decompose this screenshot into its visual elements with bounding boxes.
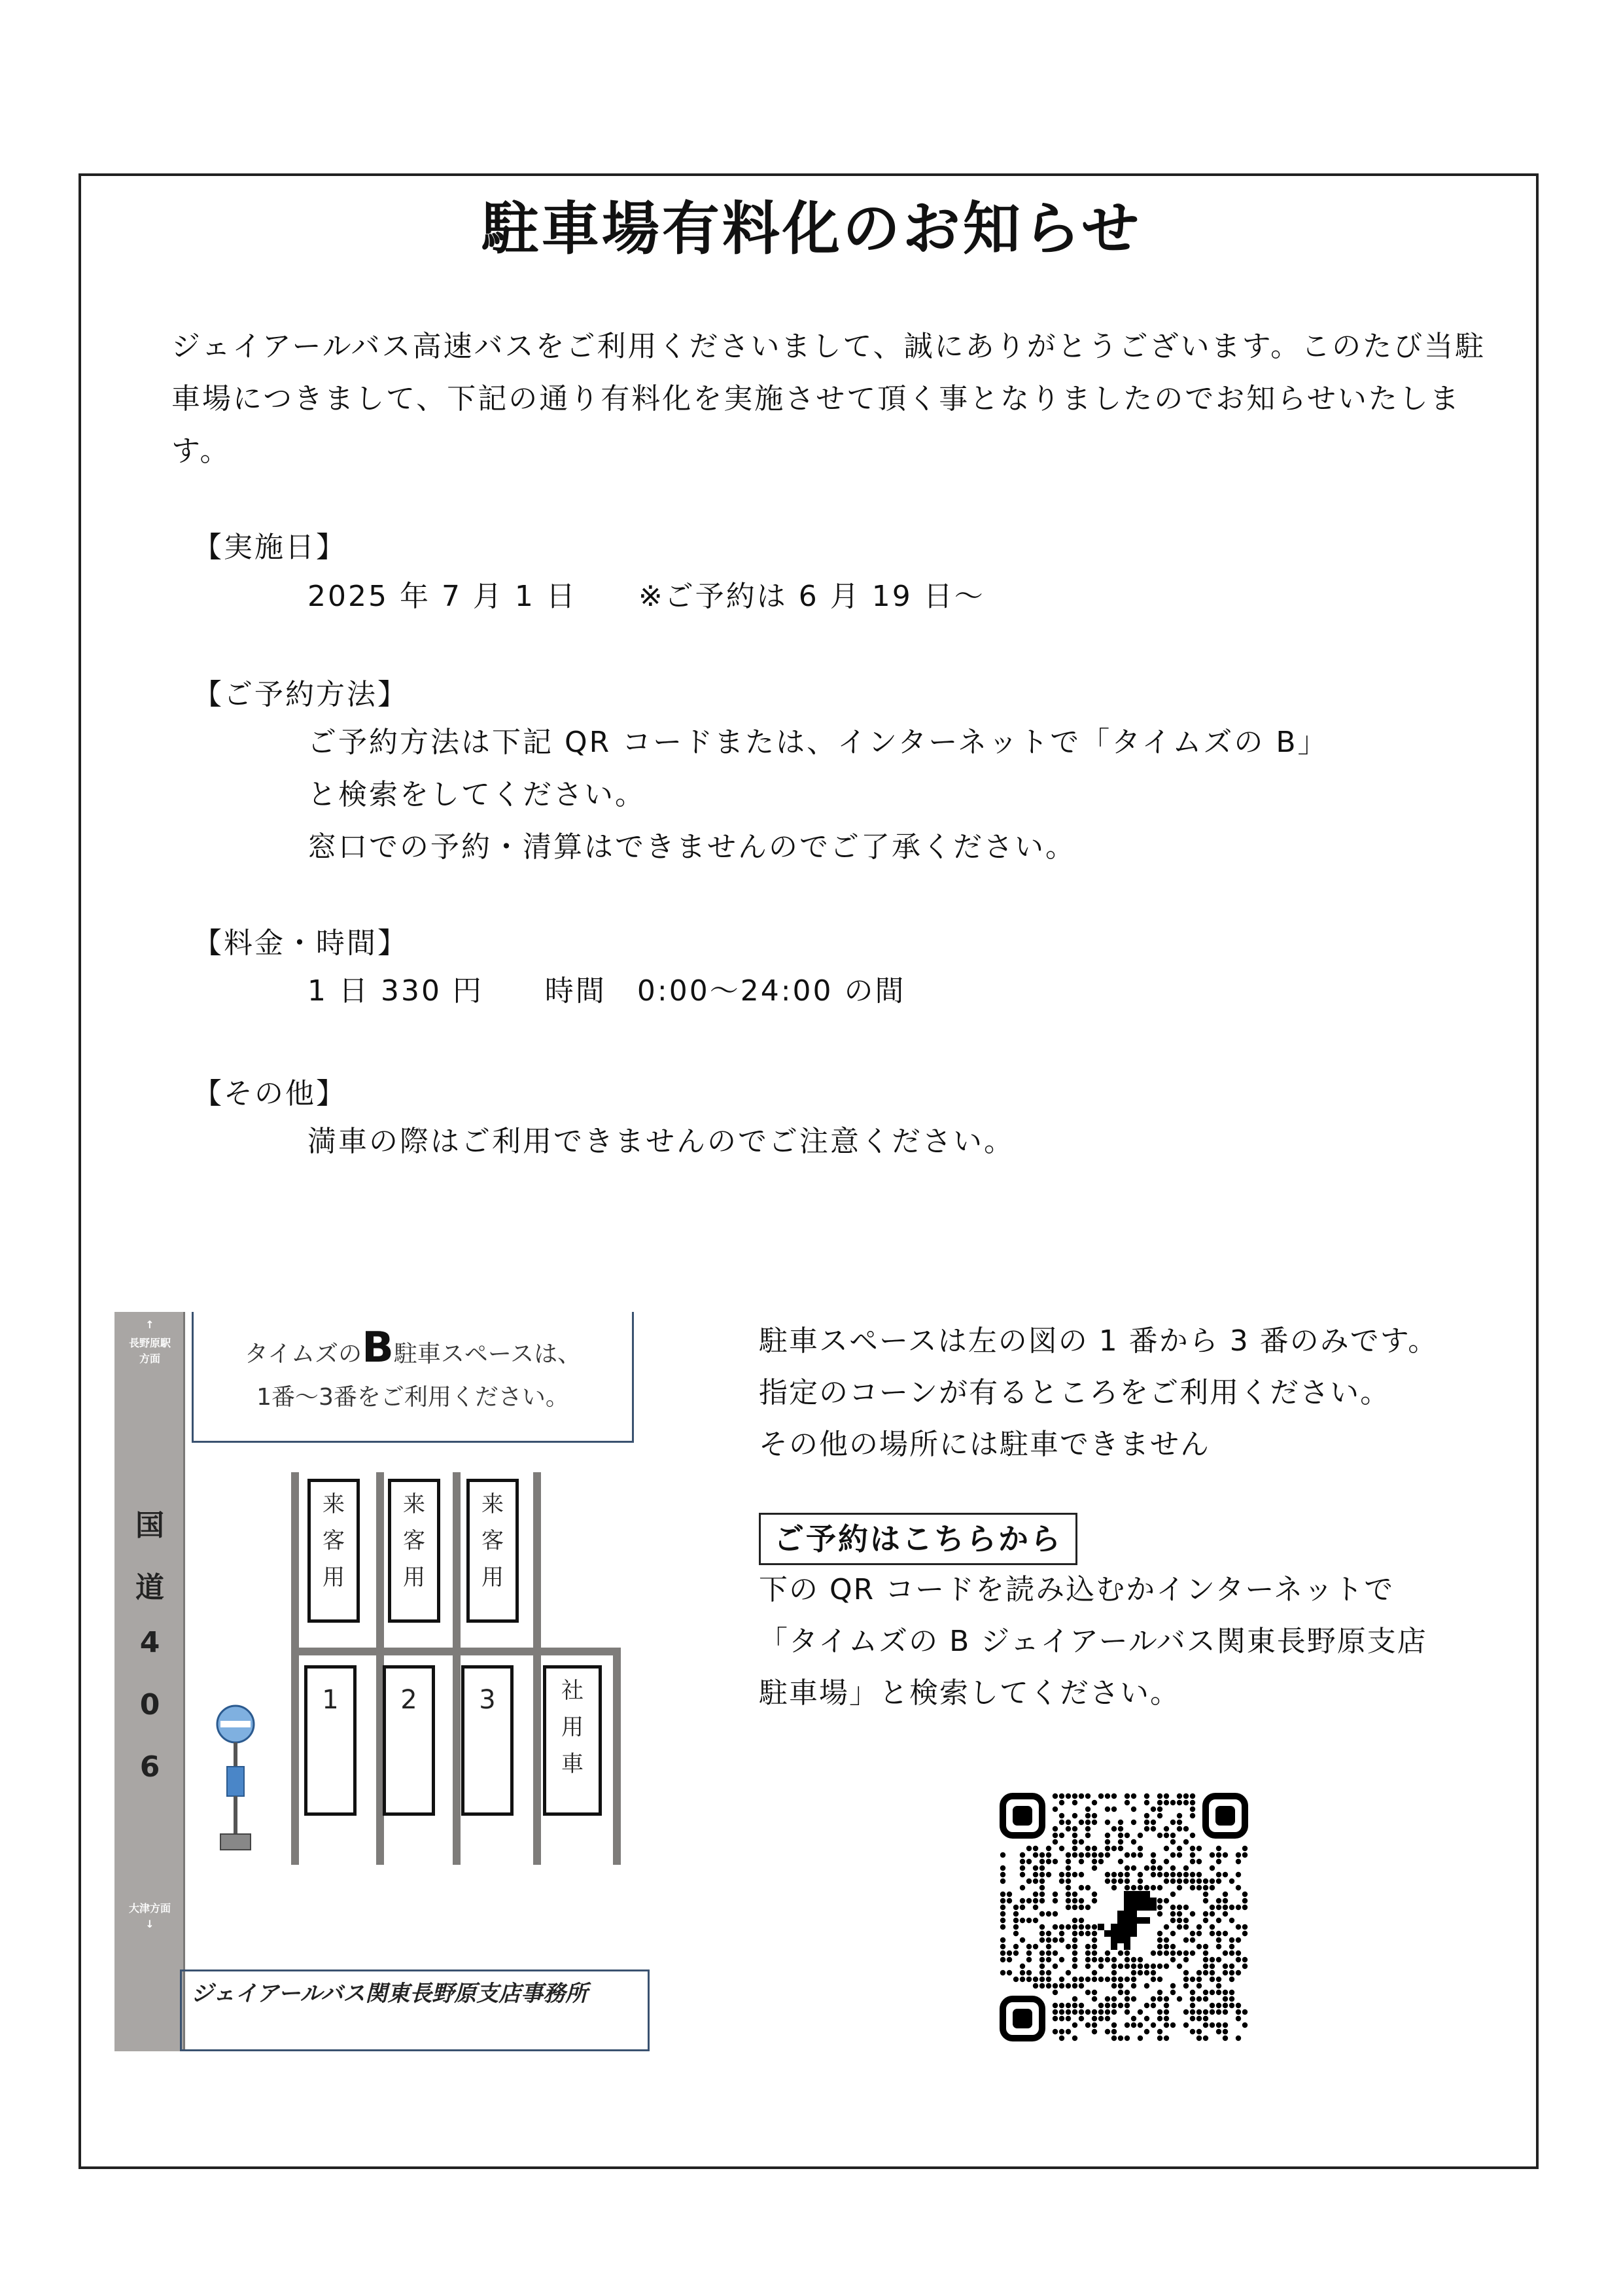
office-label: ジェイアールバス関東長野原支店事務所: [180, 1969, 650, 2051]
fee-heading: 【料金・時間】: [193, 927, 408, 960]
parking-description: 駐車スペースは左の図の 1 番から 3 番のみです。 指定のコーンが有るところをご利用ください。 その他の場所には駐車できません: [759, 1324, 1439, 1461]
method-heading: 【ご予約方法】: [193, 678, 408, 711]
parking-map: [114, 1312, 651, 2051]
date-heading: 【実施日】: [193, 531, 347, 564]
note-line1-suffix: 駐車スペースは、: [393, 1341, 582, 1368]
note-line2: 1番〜3番をご利用ください。: [256, 1384, 569, 1411]
times-b-logo: B: [362, 1324, 394, 1372]
road-top-label: 長野原駅 方面: [128, 1337, 171, 1365]
date-body: 2025 年 7 月 1 日 ※ご予約は 6 月 19 日〜: [307, 580, 985, 613]
road-name-char: 国: [135, 1509, 164, 1542]
parking-spot-1: 1: [304, 1665, 357, 1816]
down-arrow-icon: ↓: [145, 1918, 154, 1930]
page-title: 駐車場有料化のお知らせ: [481, 195, 1142, 262]
bus-stop-icon: [213, 1704, 258, 1855]
method-body: ご予約方法は下記 QR コードまたは、インターネットで「タイムズの B」 と検索をしてください。 窓口での予約・清算はできませんのでご了承ください。: [307, 726, 1329, 864]
intro-paragraph: ジェイアールバス高速バスをご利用くださいまして、誠にありがとうございます。このたび当駐車場につきまして、下記の通り有料化を実施させて頂く事となりましたのでお知らせいたします。: [171, 330, 1486, 468]
reserve-heading: ご予約はこちらから: [759, 1513, 1077, 1565]
road-bottom-label: 大津方面: [128, 1902, 171, 1915]
fee-body: 1 日 330 円 時間 0:00〜24:00 の間: [307, 974, 906, 1008]
road-name-char: 0: [139, 1688, 160, 1722]
qr-code-icon[interactable]: [1000, 1793, 1248, 2041]
company-car-spot: 社 用 車: [543, 1665, 602, 1816]
map-note: [192, 1312, 634, 1443]
lot-line: [291, 1648, 621, 1655]
other-heading: 【その他】: [193, 1077, 347, 1110]
lot-line: [533, 1472, 541, 1865]
up-arrow-icon: ↑: [145, 1318, 154, 1331]
parking-spot-3: 3: [461, 1665, 514, 1816]
guest-spot-1: 来 客 用: [307, 1479, 360, 1623]
lot-line: [453, 1472, 461, 1865]
road-name-char: 道: [135, 1571, 164, 1604]
note-prefix: タイムズの: [244, 1341, 362, 1368]
lot-line: [291, 1472, 299, 1865]
road-name-char: 6: [139, 1750, 160, 1784]
guest-spot-2: 来 客 用: [388, 1479, 440, 1623]
national-road: [114, 1312, 185, 2051]
parking-spot-2: 2: [383, 1665, 435, 1816]
guest-spot-3: 来 客 用: [466, 1479, 519, 1623]
other-body: 満車の際はご利用できませんのでご注意ください。: [307, 1125, 1015, 1158]
road-name-char: 4: [139, 1626, 160, 1659]
reserve-instructions: 下の QR コードを読み込むかインターネットで 「タイムズの B ジェイアールバス関東長野原支店 駐車場」と検索してください。: [759, 1573, 1427, 1710]
lot-line: [613, 1655, 621, 1865]
